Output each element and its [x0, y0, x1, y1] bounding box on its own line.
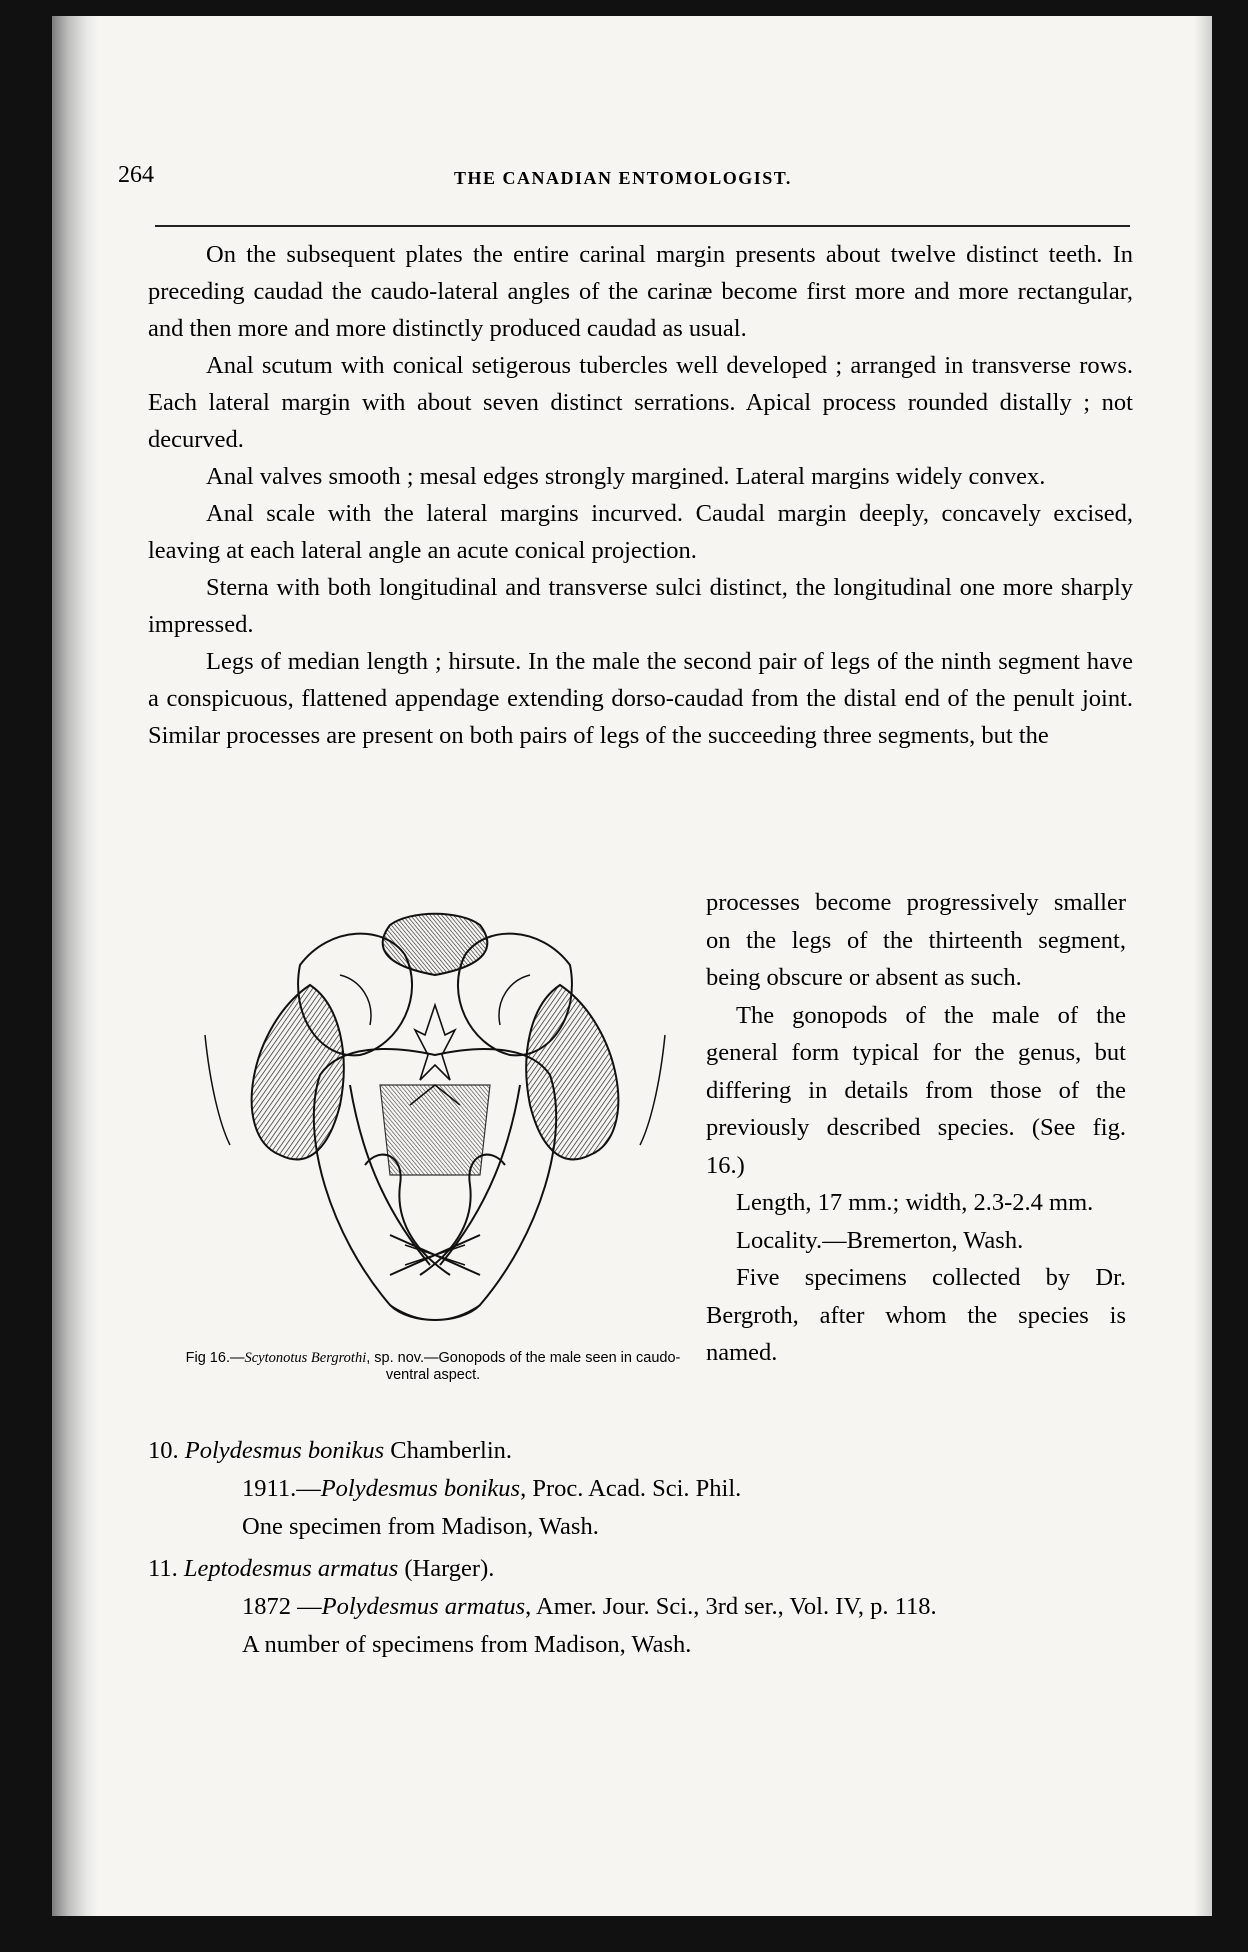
citation-name: Polydesmus bonikus	[320, 1475, 521, 1502]
specimen-note: One specimen from Madison, Wash.	[242, 1513, 599, 1540]
caption-species: Scytonotus Bergrothi	[244, 1350, 367, 1366]
citation-year: 1872 —	[242, 1593, 322, 1620]
paragraph: processes become progressively smaller on the legs of the thirteenth segment, being obscure or absent as such.	[706, 889, 1126, 991]
page-edge-shadow	[1194, 16, 1212, 1916]
caption-label: Fig 16.—	[185, 1350, 245, 1366]
species-heading	[148, 1550, 1133, 1588]
species-author: (Harger).	[398, 1555, 495, 1582]
citation	[148, 1470, 1133, 1508]
entry-number: 11.	[148, 1555, 178, 1582]
species-name: Leptodesmus armatus	[183, 1555, 399, 1582]
paragraph: On the subsequent plates the entire carinal margin presents about twelve distinct teeth. In preceding caudad the caudo-lateral angles of the carinæ become first more and more rectangular, and then more and more distinctly produced caudad as usual.	[148, 241, 1133, 342]
citation-source: , Amer. Jour. Sci., 3rd ser., Vol. IV, p. 118.	[525, 1593, 937, 1620]
species-author: Chamberlin.	[384, 1437, 513, 1464]
paragraph: Anal valves smooth ; mesal edges strongly margined. Lateral margins widely convex.	[206, 463, 1046, 490]
page-gutter-shadow	[52, 16, 98, 1916]
species-entries	[148, 1432, 1133, 1664]
specimen-note: A number of specimens from Madison, Wash.	[242, 1631, 692, 1658]
locality: Locality.—Bremerton, Wash.	[736, 1226, 1024, 1254]
citation-year: 1911.—	[242, 1475, 321, 1502]
body-text	[148, 236, 1133, 754]
paragraph: Sterna with both longitudinal and transverse sulci distinct, the longitudinal one more sharply impressed.	[148, 574, 1133, 638]
measurements: Length, 17 mm.; width, 2.3-2.4 mm.	[736, 1189, 1094, 1216]
figure-caption	[178, 1350, 688, 1384]
citation-source: , Proc. Acad. Sci. Phil.	[520, 1475, 742, 1502]
caption-text: , sp. nov.—Gonopods of the male seen in caudo-ventral aspect.	[366, 1350, 681, 1383]
paragraph: Anal scale with the lateral margins incurved. Caudal margin deeply, concavely excised, leaving at each lateral angle an acute conical projection.	[148, 500, 1133, 564]
wrapped-text-column	[706, 884, 1126, 1372]
paragraph: Anal scutum with conical setigerous tubercles well developed ; arranged in transverse rows. Each lateral margin with about seven distinct serrations. Apical process rounded distally ; not decurved.	[148, 352, 1133, 453]
page-header	[118, 158, 1128, 198]
citation	[148, 1588, 1133, 1626]
gonopod-illustration	[190, 905, 680, 1340]
running-head: THE CANADIAN ENTOMOLOGIST.	[454, 168, 792, 188]
gonopod-drawing	[190, 905, 680, 1340]
species-heading	[148, 1432, 1133, 1470]
citation-name: Polydesmus armatus	[321, 1593, 526, 1620]
entry-number: 10.	[148, 1437, 179, 1464]
header-rule	[155, 225, 1130, 227]
page-number: 264	[118, 162, 154, 188]
paragraph: Five specimens collected by Dr. Bergroth, after whom the species is named.	[706, 1264, 1126, 1366]
paragraph: The gonopods of the male of the general form typical for the genus, but differing in details from those of the previously described species. (See fig. 16.)	[706, 1001, 1126, 1179]
species-name: Polydesmus bonikus	[184, 1437, 385, 1464]
paragraph: Legs of median length ; hirsute. In the male the second pair of legs of the ninth segment have a conspicuous, flattened appendage extending dorso-caudad from the distal end of the penult joint. Similar processes are present on both pairs of legs of the succeeding three segments, but the	[148, 648, 1133, 749]
